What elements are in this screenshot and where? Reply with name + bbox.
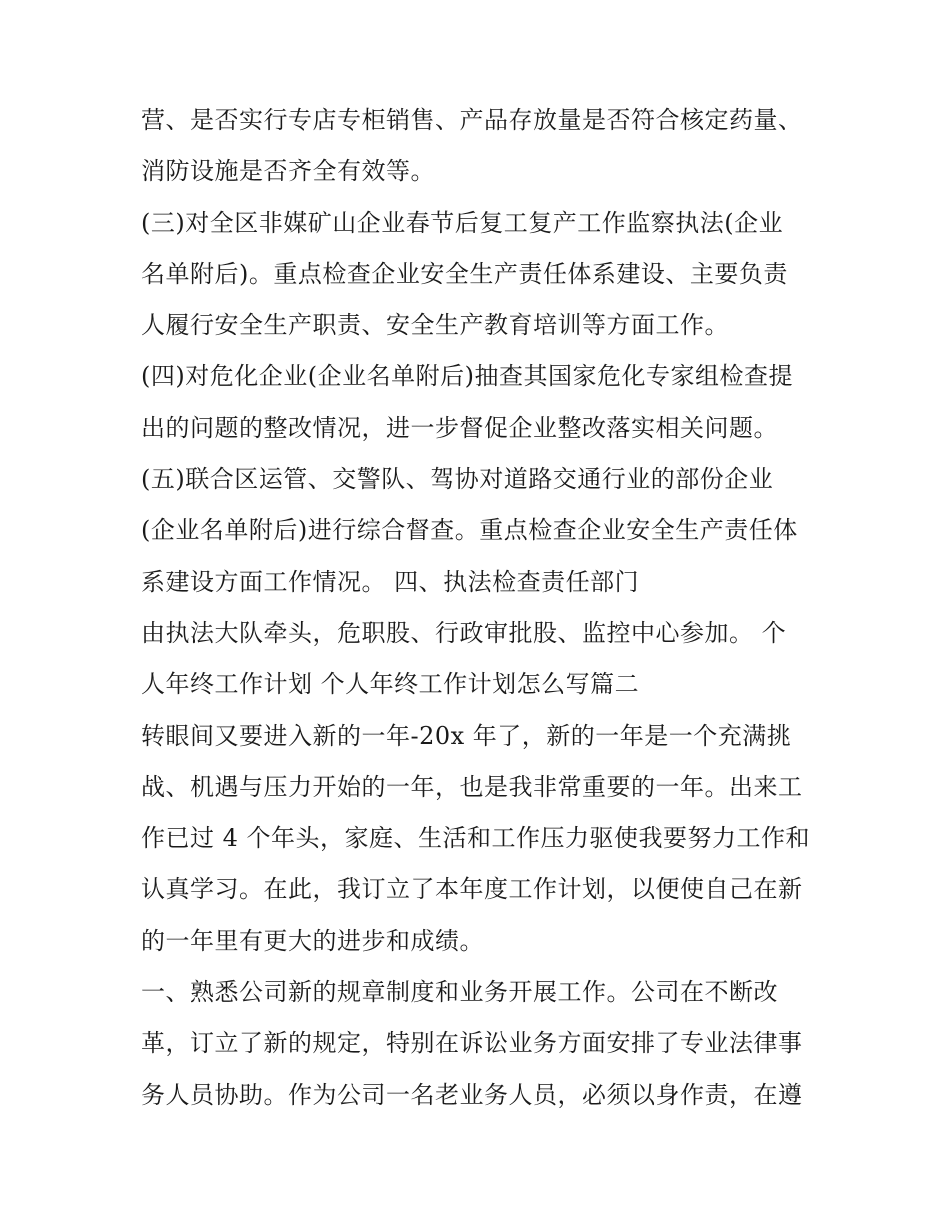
text-line: 务人员协助。作为公司一名老业务人员，必须以身作责，在遵 (141, 1080, 803, 1109)
text-line: 系建设方面工作情况。 四、执法检查责任部门 (141, 567, 640, 596)
text-line: 人年终工作计划 个人年终工作计划怎么写篇二 (141, 670, 640, 699)
text-line: (企业名单附后)进行综合督查。重点检查企业安全生产责任体 (141, 516, 798, 545)
text-line: 战、机遇与压力开始的一年，也是我非常重要的一年。出来工 (141, 772, 803, 801)
text-line: (三)对全区非媒矿山企业春节后复工复产工作监察执法(企业 (141, 208, 784, 237)
document-body (141, 103, 841, 1129)
text-line: 转眼间又要进入新的一年-20x 年了，新的一年是一个充满挑 (141, 721, 792, 750)
text-line: 营、是否实行专店专柜销售、产品存放量是否符合核定药量、 (141, 106, 803, 134)
text-line: 一、熟悉公司新的规章制度和业务开展工作。公司在不断改 (141, 978, 778, 1007)
text-line: 出的问题的整改情况，进一步督促企业整改落实相关问题。 (141, 413, 778, 442)
text-line: 消防设施是否齐全有效等。 (141, 157, 435, 186)
text-line: 认真学习。在此，我订立了本年度工作计划，以便使自己在新 (141, 875, 803, 904)
text-line: 人履行安全生产职责、安全生产教育培训等方面工作。 (141, 311, 729, 340)
text-line: 革，订立了新的规定，特别在诉讼业务方面安排了专业法律事 (141, 1029, 803, 1058)
text-line: 由执法大队牵头，危职股、行政审批股、监控中心参加。 个 (141, 618, 787, 647)
text-line: 的一年里有更大的进步和成绩。 (141, 926, 484, 955)
text-line: 作已过 4 个年头，家庭、生活和工作压力驱使我要努力工作和 (141, 824, 811, 853)
text-line: (五)联合区运管、交警队、驾协对道路交通行业的部份企业 (141, 465, 774, 494)
text-line: (四)对危化企业(企业名单附后)抽查其国家危化专家组检查提 (141, 362, 793, 391)
text-line: 名单附后)。重点检查企业安全生产责任体系建设、主要负责 (141, 259, 788, 288)
